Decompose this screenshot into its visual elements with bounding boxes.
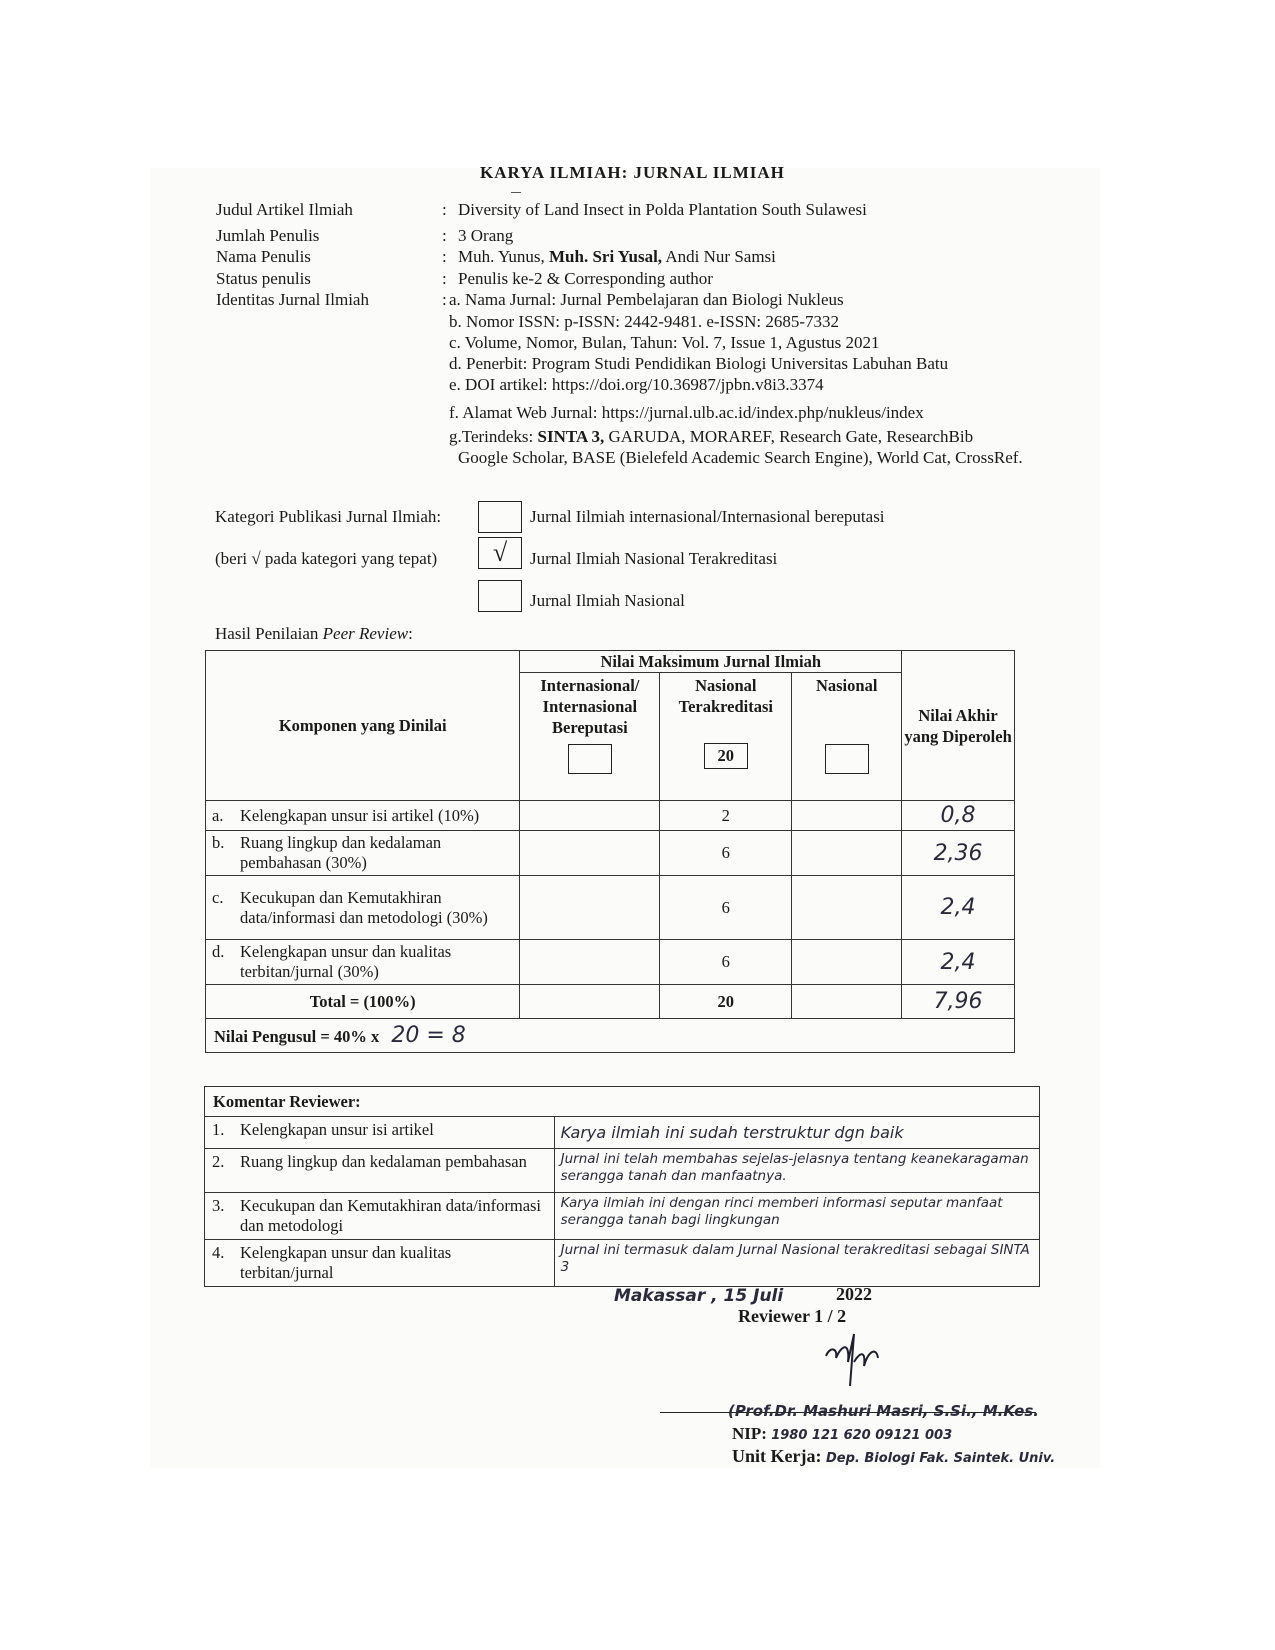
cell-nasional xyxy=(792,876,902,940)
unit-label: Unit Kerja: xyxy=(732,1446,822,1466)
pengusul-calc: 20 = 8 xyxy=(391,1023,466,1048)
table-row xyxy=(205,1240,1040,1287)
nip xyxy=(732,1424,952,1444)
table-row xyxy=(205,1193,1040,1240)
cell-max: 6 xyxy=(660,940,792,985)
hasil-caption-em: Peer Review xyxy=(322,624,409,643)
row-label: Kecukupan dan Kemutakhiran data/informasi dan metodologi (30%) xyxy=(240,887,488,927)
komentar-header: Komentar Reviewer: xyxy=(205,1087,1040,1117)
row-letter: b. xyxy=(212,833,225,852)
author-3: Andi Nur Samsi xyxy=(662,247,776,266)
identitas-a: a. Nama Jurnal: Jurnal Pembelajaran dan Biologi Nukleus xyxy=(449,290,844,309)
kategori-option-nasional: Jurnal Ilmiah Nasional xyxy=(530,591,685,610)
total-max: 20 xyxy=(660,985,792,1019)
indexed-sinta: SINTA 3, xyxy=(537,427,605,446)
criteria-cell xyxy=(206,940,520,985)
cell-internasional xyxy=(520,940,660,985)
jumlah-label: Jumlah Penulis xyxy=(216,226,320,245)
komponen-header: Komponen yang Dinilai xyxy=(206,651,520,801)
row-label: Ruang lingkup dan kedalaman pembahasan (30%) xyxy=(240,833,442,872)
nip-label: NIP: xyxy=(732,1424,767,1443)
row-label: Ruang lingkup dan kedalaman pembahasan xyxy=(240,1152,527,1171)
table-row xyxy=(205,1149,1040,1193)
nip-value: 1980 121 620 09121 003 xyxy=(771,1428,953,1443)
cell-nasional xyxy=(792,940,902,985)
jumlah-value: 3 Orang xyxy=(458,226,514,245)
cell-nasional xyxy=(792,985,902,1019)
indexed-first: GARUDA, MORAREF, Research Gate, ResearchBib xyxy=(604,427,974,446)
status-value: Penulis ke-2 & Corresponding author xyxy=(458,269,713,288)
reviewer-name: (Prof.Dr. Mashuri Masri, S.Si., M.Kes. xyxy=(728,1402,1039,1420)
cell-internasional xyxy=(520,876,660,940)
kategori-hint: (beri √ pada kategori yang tepat) xyxy=(215,549,438,568)
identitas-d: d. Penerbit: Program Studi Pendidikan Biologi Universitas Labuhan Batu xyxy=(449,354,949,373)
cell-internasional xyxy=(520,801,660,831)
title-dash xyxy=(511,192,521,193)
unit-kerja xyxy=(732,1446,1055,1467)
comment-text: Karya ilmiah ini sudah terstruktur dgn baik xyxy=(554,1117,1039,1149)
identitas-b: b. Nomor ISSN: p-ISSN: 2442-9481. e-ISSN: 2685-7332 xyxy=(449,312,840,331)
criteria-cell xyxy=(206,831,520,876)
comment-criteria xyxy=(205,1117,555,1149)
colon: : xyxy=(442,247,447,266)
total-score: 7,96 xyxy=(902,985,1015,1019)
comment-text: Jurnal ini termasuk dalam Jurnal Nasional terakreditasi sebagai SINTA 3 xyxy=(554,1240,1039,1287)
nama-label: Nama Penulis xyxy=(216,247,311,266)
table-row xyxy=(206,940,1015,985)
comment-text: Jurnal ini telah membahas sejelas-jelasnya tentang keanekaragaman serangga tanah dan manfaatnya. xyxy=(554,1149,1039,1193)
unit-value: Dep. Biologi Fak. Saintek. Univ. xyxy=(825,1451,1056,1466)
table-row xyxy=(205,1117,1040,1149)
identitas-g xyxy=(449,426,1051,468)
col-nasional xyxy=(792,673,902,801)
comment-text: Karya ilmiah ini dengan rinci memberi informasi seputar manfaat serangga tanah bagi lingkungan xyxy=(554,1193,1039,1240)
cell-max: 6 xyxy=(660,876,792,940)
row-label: Kecukupan dan Kemutakhiran data/informasi dan metodologi xyxy=(240,1196,542,1235)
col-internasional-label: Internasional/ Internasional Bereputasi xyxy=(540,676,640,737)
col-nasional-label: Nasional xyxy=(815,676,878,695)
hasil-caption-suffix: : xyxy=(408,624,413,643)
row-label: Kelengkapan unsur isi artikel (10%) xyxy=(240,805,480,825)
status-label: Status penulis xyxy=(216,269,311,288)
kategori-option-nasional-terakreditasi: Jurnal Ilmiah Nasional Terakreditasi xyxy=(530,549,778,568)
cell-max: 2 xyxy=(660,801,792,831)
signature-year: 2022 xyxy=(836,1284,872,1304)
comment-criteria xyxy=(205,1149,555,1193)
identitas-e: e. DOI artikel: https://doi.org/10.36987/jpbn.v8i3.3374 xyxy=(449,375,824,394)
row-number: 4. xyxy=(212,1243,225,1262)
judul-label: Judul Artikel Ilmiah xyxy=(216,200,353,219)
identitas-label: Identitas Jurnal Ilmiah xyxy=(216,290,369,309)
comment-criteria xyxy=(205,1193,555,1240)
max-box-internasional xyxy=(568,744,612,774)
col-nasional-terakreditasi xyxy=(660,673,792,801)
cell-score: 0,8 xyxy=(902,801,1015,831)
cell-score: 2,4 xyxy=(902,940,1015,985)
max-box-nasional-terakreditasi: 20 xyxy=(704,743,748,769)
cell-max: 6 xyxy=(660,831,792,876)
total-label: Total = (100%) xyxy=(206,985,520,1019)
author-2: Muh. Sri Yusal, xyxy=(549,247,663,266)
pengusul-row xyxy=(206,1019,1015,1053)
row-number: 3. xyxy=(212,1196,225,1215)
cell-internasional xyxy=(520,831,660,876)
cell-score: 2,36 xyxy=(902,831,1015,876)
reviewer-label: Reviewer 1 / 2 xyxy=(738,1306,847,1326)
row-number: 1. xyxy=(212,1120,225,1139)
kategori-option-internasional: Jurnal Iilmiah internasional/Internasional bereputasi xyxy=(530,507,885,526)
kategori-label: Kategori Publikasi Jurnal Ilmiah: xyxy=(215,507,442,526)
total-row xyxy=(206,985,1015,1019)
nilai-maksimum-header: Nilai Maksimum Jurnal Ilmiah xyxy=(520,651,902,673)
comment-criteria xyxy=(205,1240,555,1287)
max-box-nasional xyxy=(825,744,869,774)
checkbox-internasional[interactable] xyxy=(478,501,522,533)
colon: : xyxy=(442,269,447,288)
pengusul-label: Nilai Pengusul = 40% x xyxy=(214,1027,380,1046)
identitas-c: c. Volume, Nomor, Bulan, Tahun: Vol. 7, Issue 1, Agustus 2021 xyxy=(449,333,880,352)
colon: : xyxy=(442,200,447,219)
judul-value: Diversity of Land Insect in Polda Plantation South Sulawesi xyxy=(458,200,867,219)
comments-table xyxy=(204,1086,1040,1287)
indexed-rest: Google Scholar, BASE (Bielefeld Academic Search Engine), World Cat, CrossRef. xyxy=(458,448,1023,467)
checkbox-nasional-terakreditasi[interactable]: √ xyxy=(478,537,522,569)
row-label: Kelengkapan unsur dan kualitas terbitan/jurnal (30%) xyxy=(240,942,452,981)
pengusul-cell xyxy=(206,1019,1015,1053)
colon: : xyxy=(442,290,447,309)
col-nasional-terakreditasi-label: Nasional Terakreditasi xyxy=(678,676,774,716)
author-1: Muh. Yunus, xyxy=(458,247,549,266)
hasil-caption-prefix: Hasil Penilaian xyxy=(215,624,323,643)
row-letter: c. xyxy=(212,887,224,907)
signature-scribble xyxy=(820,1322,900,1392)
colon: : xyxy=(442,226,447,245)
row-letter: a. xyxy=(212,805,224,825)
criteria-cell xyxy=(206,876,520,940)
row-number: 2. xyxy=(212,1152,225,1171)
identitas-f: f. Alamat Web Jurnal: https://jurnal.ulb.ac.id/index.php/nukleus/index xyxy=(449,403,924,422)
table-row xyxy=(206,801,1015,831)
page-title xyxy=(480,160,785,172)
col-internasional xyxy=(520,673,660,801)
nilai-akhir-header: Nilai Akhir yang Diperoleh xyxy=(902,651,1015,801)
criteria-cell xyxy=(206,801,520,831)
cell-score: 2,4 xyxy=(902,876,1015,940)
table-row xyxy=(206,876,1015,940)
cell-nasional xyxy=(792,831,902,876)
row-letter: d. xyxy=(212,942,225,961)
place-date: Makassar , 15 Juli xyxy=(614,1286,784,1306)
indexed-prefix: g.Terindeks: xyxy=(449,427,538,446)
row-label: Kelengkapan unsur isi artikel xyxy=(240,1120,434,1139)
grading-table xyxy=(205,650,1015,1053)
hasil-caption xyxy=(215,624,413,644)
cell-internasional xyxy=(520,985,660,1019)
checkbox-nasional[interactable] xyxy=(478,580,522,612)
table-row xyxy=(206,831,1015,876)
cell-nasional xyxy=(792,801,902,831)
nama-value xyxy=(458,247,776,267)
row-label: Kelengkapan unsur dan kualitas terbitan/jurnal xyxy=(240,1243,452,1282)
